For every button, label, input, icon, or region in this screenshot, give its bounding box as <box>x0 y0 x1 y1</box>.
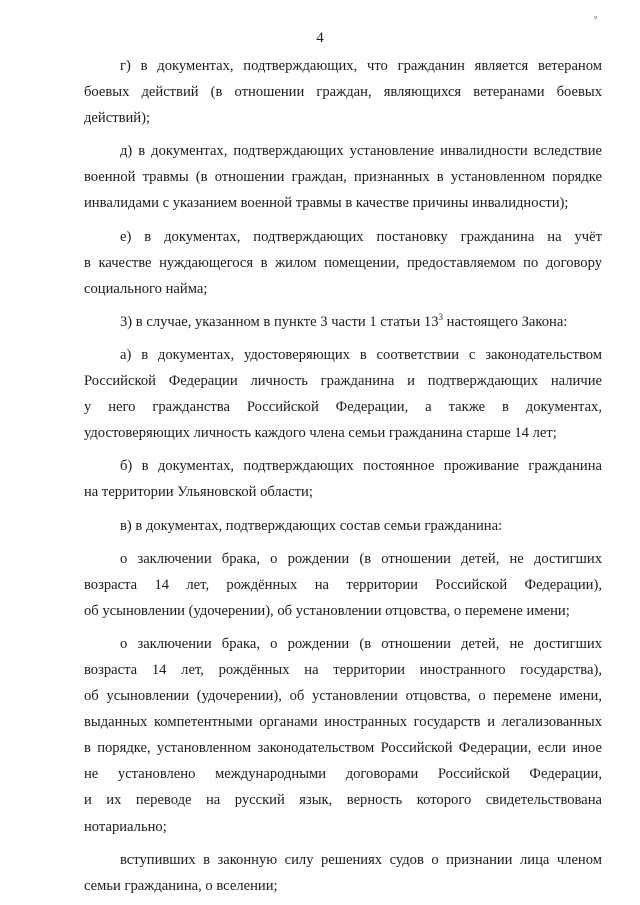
text-line: возраста 14 лет, рождённых на территории иностранного государства), <box>84 661 602 678</box>
text-line: и их переводе на русский язык, верность которого свидетельствована <box>84 792 602 809</box>
text-line: вступивших в законную силу решениях судов о признании лица членом <box>120 851 602 868</box>
text-line: Российской Федерации личность гражданина и подтверждающих наличие <box>84 373 602 390</box>
text-line: е) в документах, подтверждающих постановку гражданина на учёт <box>120 228 602 245</box>
text-line: на территории Ульяновской области; <box>84 484 313 501</box>
text-line: в) в документах, подтверждающих состав семьи гражданина: <box>120 517 503 534</box>
paragraph-a <box>84 342 602 446</box>
text-line: д) в документах, подтверждающих установление инвалидности вследствие <box>120 143 602 160</box>
text-line: инвалидами с указанием военной травмы в качестве причины инвалидности); <box>84 195 569 212</box>
page-number: 4 <box>316 30 324 46</box>
text-line: нотариально; <box>84 818 167 835</box>
paragraph-3 <box>84 309 602 335</box>
text-line: о заключении брака, о рождении (в отношении детей, не достигших <box>120 550 602 567</box>
text-line: а) в документах, удостоверяющих в соответствии с законодательством <box>120 346 602 363</box>
text-line: б) в документах, подтверждающих постоянное проживание гражданина <box>120 458 602 475</box>
paragraph-v <box>84 513 602 539</box>
superscript: 3 <box>438 311 443 322</box>
text-fragment: 3) в случае, указанном в пункте 3 части 1 статьи 13 <box>120 313 439 330</box>
text-line: в порядке, установленном законодательством Российской Федерации, если иное <box>84 740 602 757</box>
text-line: выданных компетентными органами иностранных государств и легализованных <box>84 714 602 731</box>
text-fragment: настоящего Закона: <box>443 313 568 330</box>
paragraph-court <box>84 847 602 899</box>
text-line: боевых действий (в отношении граждан, являющихся ветеранами боевых <box>84 84 602 101</box>
text-line: действий); <box>84 110 150 127</box>
text-line: семьи гражданина, о вселении; <box>84 877 278 894</box>
text-line: не установлено международными договорами Российской Федерации, <box>84 766 602 783</box>
text-line: г) в документах, подтверждающих, что гражданин является ветераном <box>120 58 602 74</box>
paragraph-d <box>84 138 602 216</box>
text-line: об усыновлении (удочерении), об установлении отцовства, о перемене имени; <box>84 602 570 619</box>
paragraph-marriage-rf <box>84 546 602 624</box>
text-line: возраста 14 лет, рождённых на территории Российской Федерации), <box>84 576 602 593</box>
paragraph-e <box>84 224 602 302</box>
text-line: военной травмы (в отношении граждан, признанных в установленном порядке <box>84 169 602 186</box>
text-line <box>84 309 602 335</box>
paragraph-g <box>84 53 602 131</box>
text-line: удостоверяющих личность каждого члена семьи гражданина старше 14 лет; <box>84 425 557 442</box>
paragraph-marriage-foreign <box>84 631 602 840</box>
text-line: о заключении брака, о рождении (в отношении детей, не достигших <box>120 635 602 652</box>
paragraph-b <box>84 453 602 505</box>
text-line: в качестве нуждающегося в жилом помещении, предоставляемом по договору <box>84 254 602 271</box>
corner-mark: ᵩ <box>594 10 598 21</box>
document-body <box>84 53 602 899</box>
text-line: у него гражданства Российской Федерации, а также в документах, <box>84 399 602 416</box>
text-line: об усыновлении (удочерении), об установлении отцовства, о перемене имени, <box>84 688 602 705</box>
text-line: социального найма; <box>84 280 208 297</box>
